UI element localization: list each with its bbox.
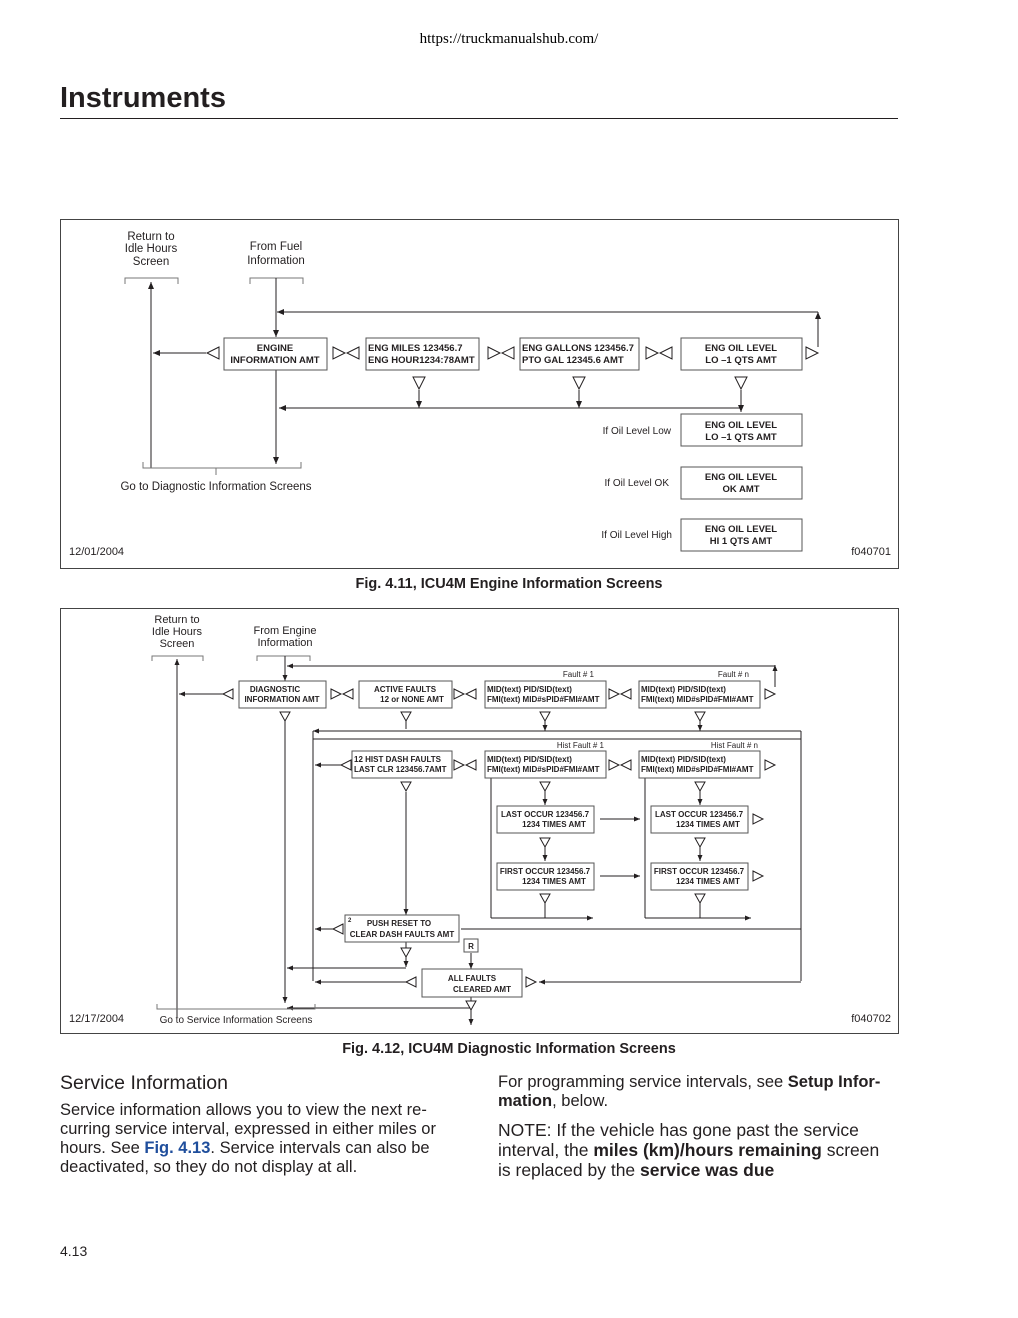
from-label-1: From Fuel	[249, 241, 303, 253]
return-label-3: Screen	[132, 256, 170, 268]
cleared-line1: ALL FAULTS	[447, 974, 497, 983]
service-para-text1: Service information allows you to view the next re-curring service interval, expressed in either miles or hours. See	[60, 1101, 436, 1157]
return-label-2: Idle Hours	[124, 243, 178, 255]
fig-4-13-link[interactable]: Fig. 4.13	[144, 1139, 211, 1157]
push-line1: PUSH RESET TO	[366, 919, 432, 928]
note-paragraph	[498, 1120, 894, 1180]
service-para-text2: . Service intervals can also be deactivated, so they do not display at all.	[60, 1139, 430, 1176]
last-1-line2: 1234 TIMES AMT	[522, 820, 586, 829]
cleared-line2: CLEARED AMT	[453, 985, 511, 994]
hmid-1-line1: MID(text) PID/SID(text)	[487, 755, 572, 764]
cond-low: If Oil Level Low	[602, 426, 671, 437]
hmid-n-line2: FMI(text) MID#sPID#FMI#AMT	[641, 765, 754, 774]
figure-4-11-caption: Fig. 4.11, ICU4M Engine Information Screens	[355, 576, 663, 592]
oil-ok-line2: OK AMT	[722, 484, 760, 495]
first-1-line2: 1234 TIMES AMT	[522, 877, 586, 886]
eng-gallons-line2: PTO GAL 12345.6 AMT	[522, 355, 624, 366]
diag-return-label-2: Idle Hours	[151, 626, 203, 638]
diag-return-label-1: Return to	[154, 614, 200, 626]
oil-ok-line1: ENG OIL LEVEL	[704, 472, 778, 483]
figure-code: f040701	[851, 546, 891, 558]
eng-miles-line2: ENG HOUR1234:78AMT	[368, 355, 475, 366]
diag-box-line1: DIAGNOSTIC	[249, 685, 301, 694]
fault-1-label: Fault # 1	[562, 670, 594, 679]
diag-from-label-1: From Engine	[253, 625, 317, 637]
hist-line2: LAST CLR 123456.7AMT	[354, 765, 447, 774]
diag-from-label-2: Information	[257, 637, 313, 649]
engine-info-line1: ENGINE	[256, 343, 294, 354]
last-1-line1: LAST OCCUR 123456.7	[500, 810, 590, 819]
eng-miles-line1: ENG MILES 123456.7	[368, 343, 463, 354]
eng-gallons-line1: ENG GALLONS 123456.7	[522, 343, 634, 354]
prog-text2: , below.	[552, 1092, 609, 1110]
figure-4-12-caption: Fig. 4.12, ICU4M Diagnostic Information Screens	[342, 1041, 676, 1057]
oil-high-line2: HI 1 QTS AMT	[709, 536, 773, 547]
diag-figure-code: f040702	[851, 1013, 891, 1025]
figure-date: 12/01/2004	[69, 546, 125, 558]
service-heading: Service Information	[60, 1072, 228, 1094]
first-1-line1: FIRST OCCUR 123456.7	[499, 867, 591, 876]
oil-high-line1: ENG OIL LEVEL	[704, 524, 778, 535]
diag-return-label-3: Screen	[159, 638, 195, 650]
figure-4-12	[60, 608, 899, 1034]
note-lead: NOTE:	[498, 1120, 552, 1140]
oil-low-line1: ENG OIL LEVEL	[704, 420, 778, 431]
first-n-line1: FIRST OCCUR 123456.7	[653, 867, 745, 876]
from-label-2: Information	[247, 255, 305, 267]
last-n-line2: 1234 TIMES AMT	[676, 820, 740, 829]
setup-information-ref: Setup Infor-mation	[498, 1073, 881, 1110]
title-rule	[60, 118, 898, 119]
mid-n-line2: FMI(text) MID#sPID#FMI#AMT	[641, 695, 754, 704]
diag-figure-date: 12/17/2004	[69, 1013, 125, 1025]
active-line1: ACTIVE FAULTS	[373, 685, 437, 694]
cond-ok: If Oil Level OK	[604, 478, 669, 489]
oil-level-line1: ENG OIL LEVEL	[704, 343, 778, 354]
note-text2: screen is replaced by the	[498, 1140, 880, 1180]
goto-service: Go to Service Information Screens	[159, 1015, 313, 1026]
note-bold-due: service was due	[640, 1160, 775, 1180]
source-url: https://truckmanualshub.com/	[419, 31, 599, 47]
figure-4-11	[60, 219, 899, 569]
programming-paragraph	[498, 1073, 894, 1111]
hmid-n-line1: MID(text) PID/SID(text)	[641, 755, 726, 764]
page-number: 4.13	[60, 1243, 88, 1259]
mid-1-line2: FMI(text) MID#sPID#FMI#AMT	[487, 695, 600, 704]
goto-diagnostic: Go to Diagnostic Information Screens	[120, 481, 312, 493]
active-line2: 12 or NONE AMT	[380, 695, 444, 704]
push-line2: CLEAR DASH FAULTS AMT	[349, 930, 455, 939]
fault-n-label: Fault # n	[717, 670, 749, 679]
engine-info-line2: INFORMATION AMT	[230, 355, 320, 366]
last-n-line1: LAST OCCUR 123456.7	[654, 810, 744, 819]
service-paragraph	[60, 1101, 452, 1177]
mid-1-line1: MID(text) PID/SID(text)	[487, 685, 572, 694]
hmid-1-line2: FMI(text) MID#sPID#FMI#AMT	[487, 765, 600, 774]
hist-line1: 12 HIST DASH FAULTS	[354, 755, 441, 764]
return-label-1: Return to	[127, 231, 175, 243]
diag-box-line2: INFORMATION AMT	[244, 695, 320, 704]
section-title: Instruments	[60, 82, 226, 114]
oil-level-line2: LO –1 QTS AMT	[705, 355, 777, 366]
hist-fault-1-label: Hist Fault # 1	[556, 741, 604, 750]
cond-high: If Oil Level High	[601, 530, 672, 541]
engine-info-diagram	[61, 220, 898, 568]
note-text1: If the vehicle has gone past the service interval, the	[498, 1120, 859, 1160]
prog-text1: For programming service intervals, see	[498, 1073, 788, 1091]
first-n-line2: 1234 TIMES AMT	[676, 877, 740, 886]
reset-key: R	[468, 942, 474, 951]
push-superscript: 2	[348, 918, 352, 924]
note-bold-remaining: miles (km)/hours remaining	[593, 1140, 822, 1160]
mid-n-line1: MID(text) PID/SID(text)	[641, 685, 726, 694]
oil-low-line2: LO –1 QTS AMT	[705, 432, 777, 443]
diagnostic-info-diagram	[61, 609, 898, 1033]
hist-fault-n-label: Hist Fault # n	[710, 741, 758, 750]
